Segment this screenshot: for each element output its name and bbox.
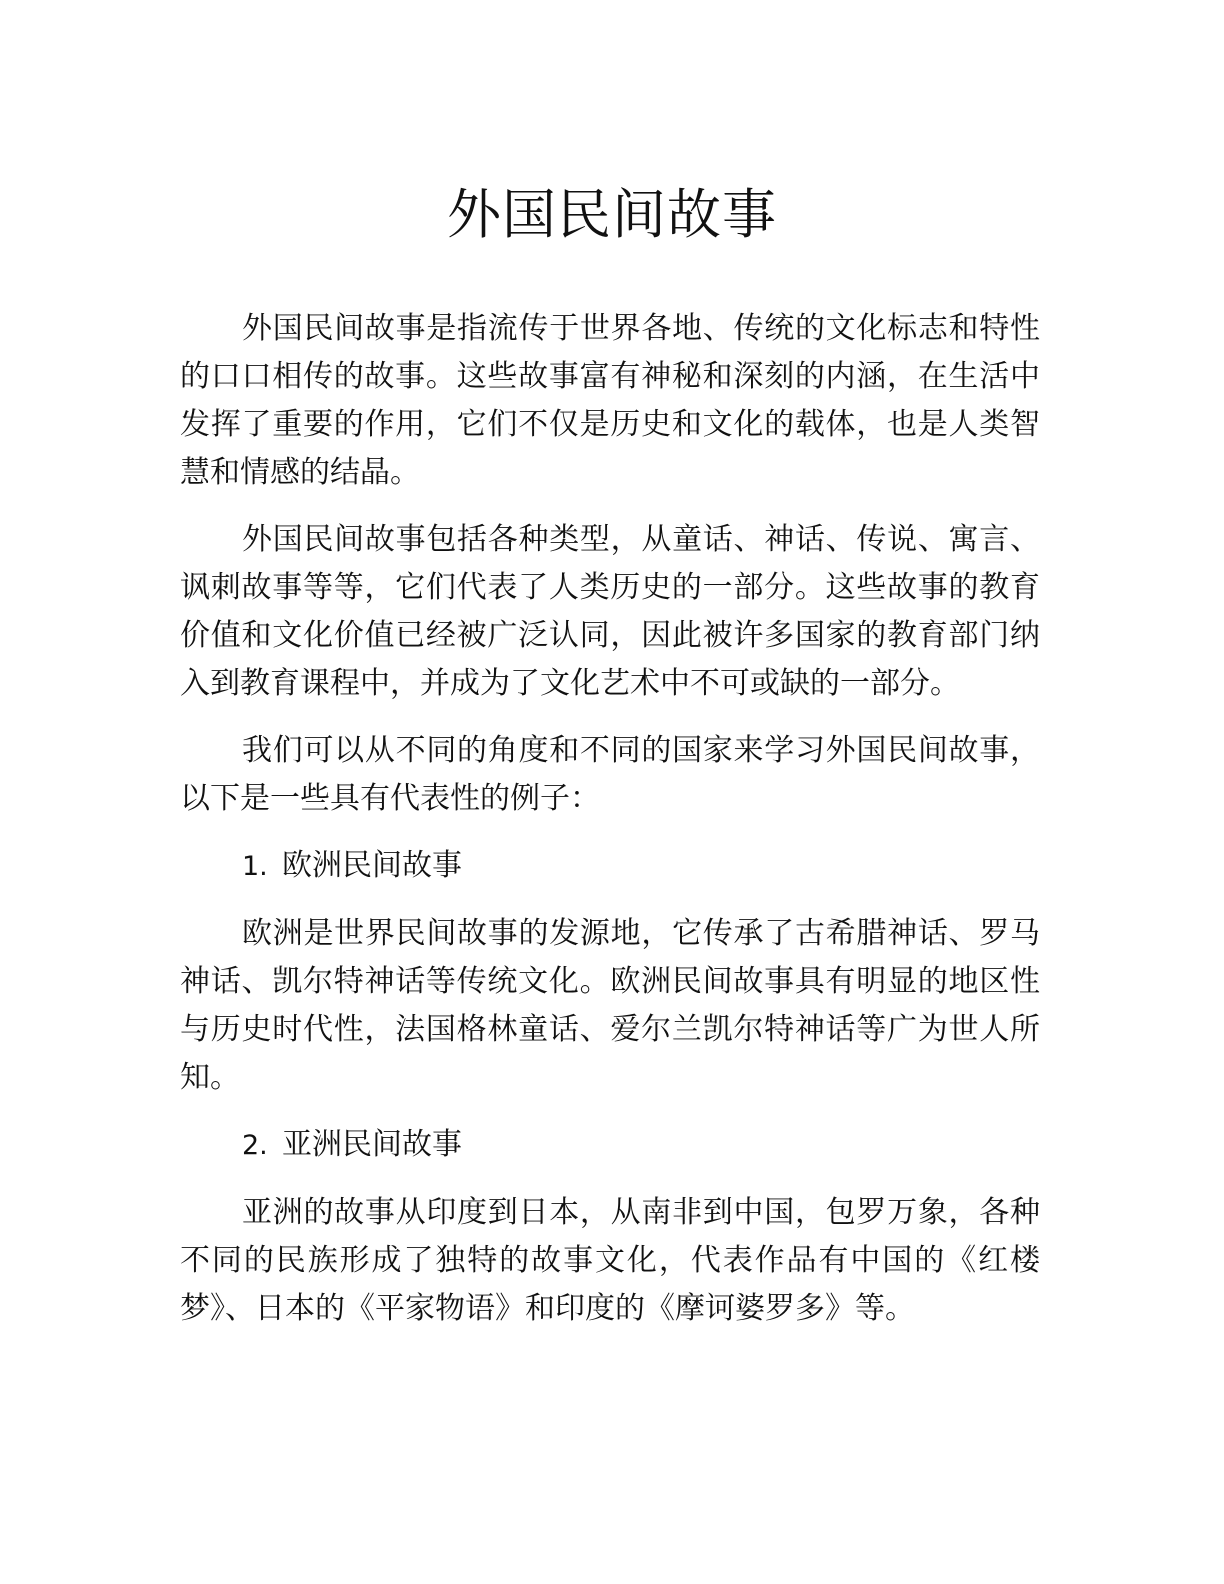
section-heading-text: 欧洲民间故事 — [282, 848, 462, 883]
paragraph-intro: 外国民间故事是指流传于世界各地、传统的文化标志和特性的口口相传的故事。这些故事富有神秘和深刻的内涵，在生活中发挥了重要的作用，它们不仅是历史和文化的载体，也是人类智慧和情感的结晶。 — [180, 311, 1040, 490]
section-heading-text: 亚洲民间故事 — [282, 1127, 462, 1162]
document-body — [180, 305, 1040, 1352]
section-number: 2. — [242, 1130, 268, 1161]
paragraph-asia: 亚洲的故事从印度到日本，从南非到中国，包罗万象，各种不同的民族形成了独特的故事文化，代表作品有中国的《红楼梦》、日本的《平家物语》和印度的《摩诃婆罗多》等。 — [180, 1195, 1040, 1326]
section-heading-europe — [180, 842, 1040, 891]
document-title: 外国民间故事 — [447, 183, 777, 246]
paragraph-examples: 我们可以从不同的角度和不同的国家来学习外国民间故事，以下是一些具有代表性的例子： — [180, 733, 1040, 816]
paragraph-europe: 欧洲是世界民间故事的发源地，它传承了古希腊神话、罗马神话、凯尔特神话等传统文化。欧洲民间故事具有明显的地区性与历史时代性，法国格林童话、爱尔兰凯尔特神话等广为世人所知。 — [180, 916, 1040, 1095]
section-number: 1. — [242, 851, 268, 882]
section-heading-asia — [180, 1121, 1040, 1170]
paragraph-types: 外国民间故事包括各种类型，从童话、神话、传说、寓言、讽刺故事等等，它们代表了人类历史的一部分。这些故事的教育价值和文化价值已经被广泛认同，因此被许多国家的教育部门纳入到教育课程中，并成为了文化艺术中不可或缺的一部分。 — [180, 522, 1040, 701]
